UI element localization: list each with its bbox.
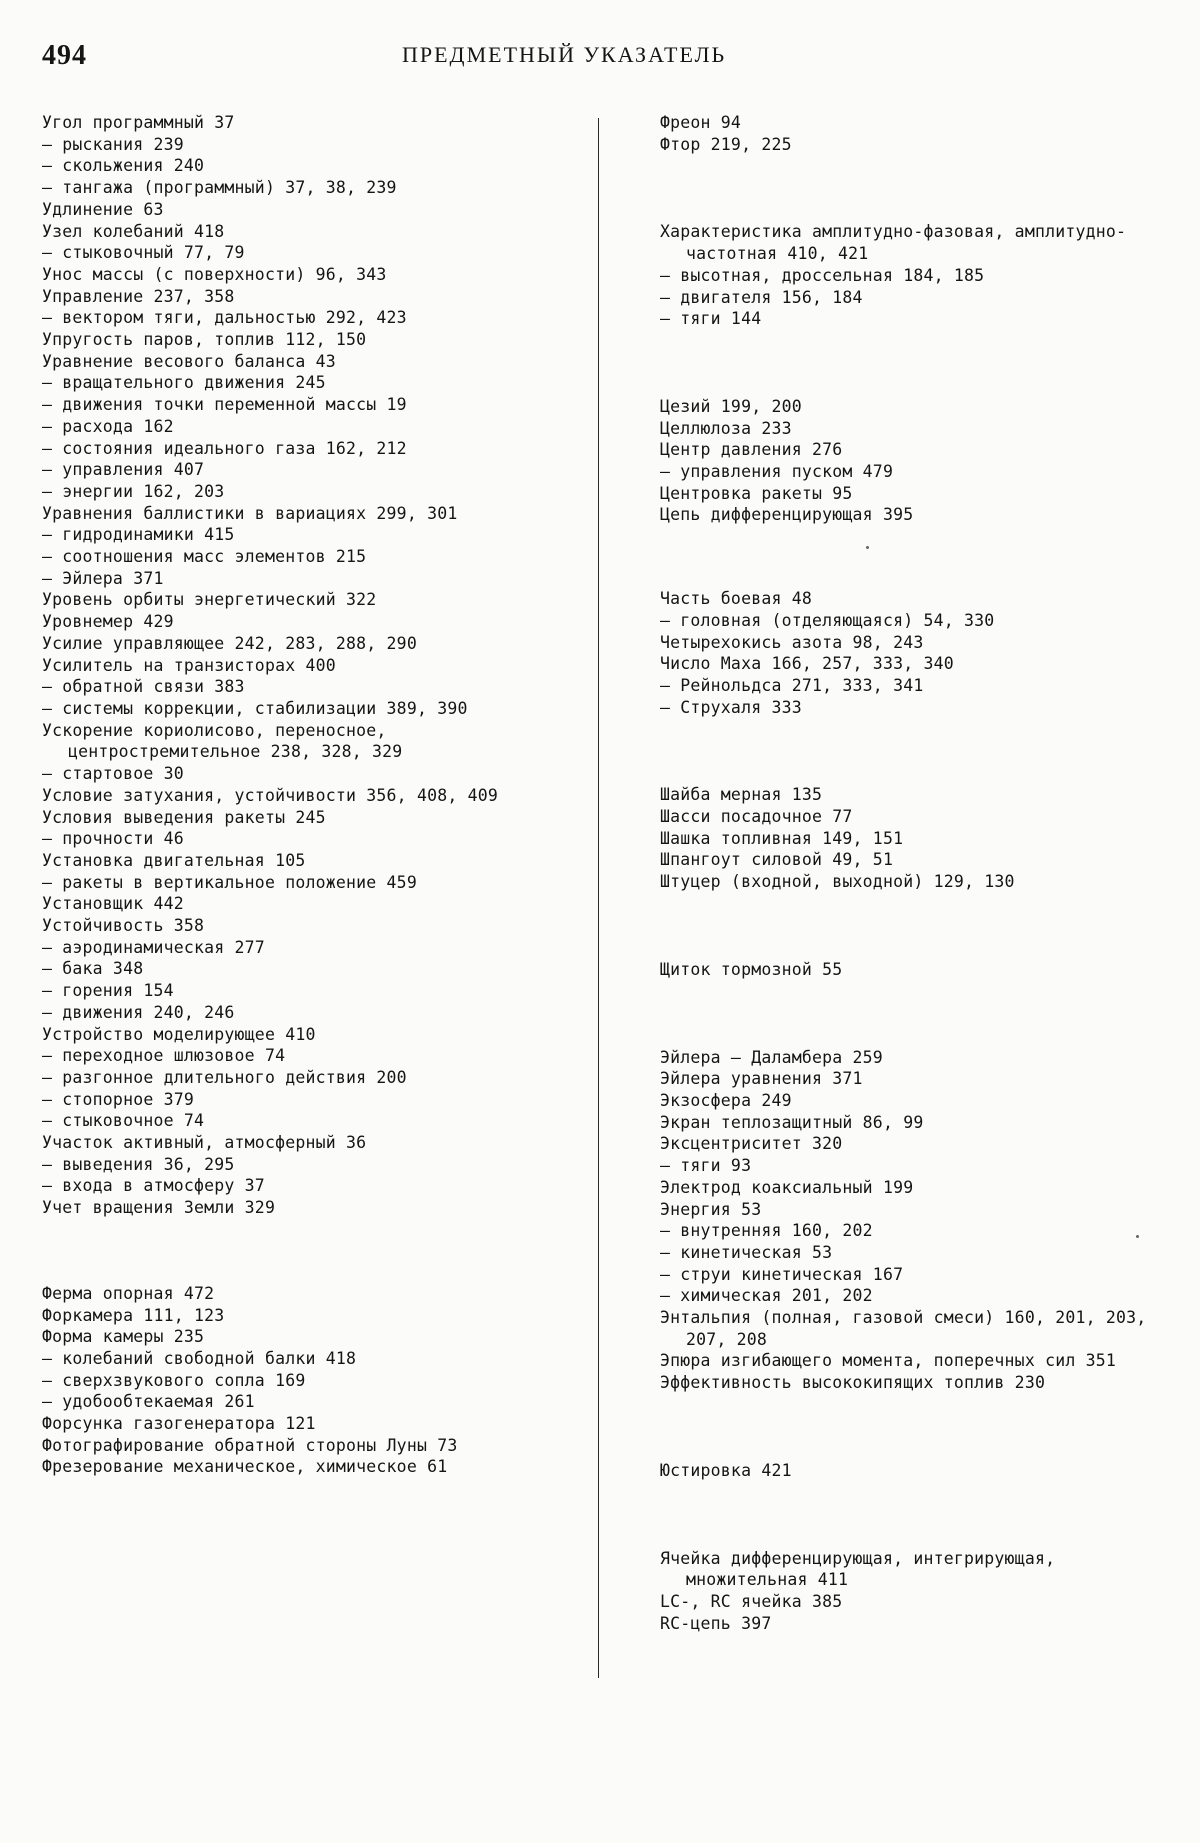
index-entry: Экран теплозащитный 86, 99 [660,1112,924,1132]
index-entry: — аэродинамическая 277 [42,937,265,957]
index-entry: — движения точки переменной массы 19 [42,395,407,415]
index-entry: Форкамера 111, 123 [42,1305,225,1325]
index-entry: Угол программный 37 [42,113,235,132]
index-entry: — соотношения масс элементов 215 [42,547,367,567]
index-entry: — тяги 144 [660,309,762,329]
index-entry: Усилие управляющее 242, 283, 288, 290 [42,633,417,653]
index-entry: Уровнемер 429 [42,612,174,632]
index-entry: — управления пуском 479 [660,462,894,482]
index-entry: Эйлера — Даламбера 259 [660,1047,883,1067]
index-entry: — стыковочное 74 [42,1111,205,1131]
index-entry: Управление 237, 358 [42,286,235,306]
index-entry: — Струхаля 333 [660,697,802,717]
index-entry: Энтальпия (полная, газовой смеси) 160, 201, 203, 207, 208 [660,1308,1147,1349]
index-entry: Центр давления 276 [660,440,843,460]
index-group-e [660,1047,1150,1394]
column-divider [598,118,599,1678]
index-entry: — Эйлера 371 [42,568,164,588]
index-group-yu [660,1460,1150,1482]
index-entry: Энергия 53 [660,1199,762,1219]
index-entry: — вращательного движения 245 [42,373,326,393]
index-entry: — Рейнольдса 271, 333, 341 [660,675,924,695]
index-entry: Установщик 442 [42,894,184,914]
index-entry: — стыковочный 77, 79 [42,243,245,263]
index-entry: — состояния идеального газа 162, 212 [42,438,407,458]
index-entry: Учет вращения Земли 329 [42,1198,276,1218]
index-entry: — переходное шлюзовое 74 [42,1046,286,1066]
index-entry: — движения 240, 246 [42,1002,235,1022]
index-entry: Установка двигательная 105 [42,850,306,870]
index-entry: — горения 154 [42,981,174,1001]
index-entry: Упругость паров, топлив 112, 150 [42,330,367,350]
index-entry: — химическая 201, 202 [660,1286,873,1306]
index-entry: Фреон 94 [660,113,742,132]
index-entry: Шасси посадочное 77 [660,807,853,827]
group-spacer [660,893,1150,959]
group-spacer [42,1219,530,1283]
index-entry: Шашка топливная 149, 151 [660,828,904,848]
index-entry: Уровень орбиты энергетический 322 [42,590,377,610]
index-group-f [42,1283,530,1478]
speck [1136,1235,1139,1238]
index-entry: — выведения 36, 295 [42,1154,235,1174]
group-spacer [660,1394,1150,1460]
index-entry: Штуцер (входной, выходной) 129, 130 [660,872,1015,892]
index-group-shch [660,959,1150,981]
index-entry: Ферма опорная 472 [42,1283,215,1303]
index-entry: Уравнение весового баланса 43 [42,351,336,371]
index-entry: — входа в атмосферу 37 [42,1176,265,1196]
index-entry: LC-, RC ячейка 385 [660,1591,843,1611]
index-entry: Условие затухания, устойчивости 356, 408, 409 [42,785,499,805]
index-entry: — двигателя 156, 184 [660,287,863,307]
index-entry: Ускорение кориолисово, переносное, центростремительное 238, 328, 329 [42,720,403,762]
index-group-f-continued [660,112,1150,155]
index-group-u [42,112,530,1219]
index-entry: — бака 348 [42,959,144,979]
index-group-kh [660,221,1150,330]
index-entry: Характеристика амплитудно-фазовая, амплитудно-частотная 410, 421 [660,222,1127,264]
index-entry: RC-цепь 397 [660,1613,772,1633]
index-entry: Целлюлоза 233 [660,418,792,438]
index-entry: — рыскания 239 [42,134,184,154]
index-entry: Усилитель на транзисторах 400 [42,655,336,675]
index-entry: Участок активный, атмосферный 36 [42,1133,367,1153]
index-entry: Фотографирование обратной стороны Луны 73 [42,1435,458,1455]
index-entry: Щиток тормозной 55 [660,959,843,979]
index-group-ts [660,396,1150,526]
index-group-ch [660,588,1150,718]
group-spacer [660,1482,1150,1548]
speck [866,546,869,549]
index-entry: Форсунка газогенератора 121 [42,1414,316,1434]
group-spacer [660,330,1150,396]
group-spacer [660,526,1150,588]
index-entry: — тяги 93 [660,1156,752,1176]
index-group-ya [660,1548,1150,1635]
index-entry: Уравнения баллистики в вариациях 299, 301 [42,503,458,523]
index-entry: Узел колебаний 418 [42,221,225,241]
index-entry: — сверхзвукового сопла 169 [42,1370,306,1390]
index-entry: — вектором тяги, дальностью 292, 423 [42,308,407,328]
index-entry: Электрод коаксиальный 199 [660,1177,914,1197]
index-entry: Центровка ракеты 95 [660,483,853,503]
index-entry: — головная (отделяющаяся) 54, 330 [660,610,995,630]
page-header [42,40,1142,74]
index-entry: — прочности 46 [42,829,184,849]
index-entry: — высотная, дроссельная 184, 185 [660,265,985,285]
right-column [660,112,1150,1634]
index-entry: Часть боевая 48 [660,589,813,609]
index-entry: Форма камеры 235 [42,1327,205,1347]
index-entry: — стопорное 379 [42,1089,195,1109]
index-entry: Фрезерование механическое, химическое 61 [42,1457,448,1477]
index-entry: Устойчивость 358 [42,916,205,936]
index-entry: Унос массы (с поверхности) 96, 343 [42,264,387,284]
index-entry: — обратной связи 383 [42,677,245,697]
index-entry: Ячейка дифференцирующая, интегрирующая, множительная 411 [660,1548,1056,1590]
index-entry: — гидродинамики 415 [42,525,235,545]
index-entry: — системы коррекции, стабилизации 389, 390 [42,698,468,718]
running-head: ПРЕДМЕТНЫЙ УКАЗАТЕЛЬ [402,42,727,67]
index-entry: Шайба мерная 135 [660,785,823,805]
index-entry: Фтор 219, 225 [660,134,792,154]
index-entry: Условия выведения ракеты 245 [42,807,326,827]
left-column [42,112,530,1478]
index-entry: — тангажа (программный) 37, 38, 239 [42,178,397,198]
index-entry: — струи кинетическая 167 [660,1264,904,1284]
group-spacer [660,718,1150,784]
index-entry: — внутренняя 160, 202 [660,1221,873,1241]
index-entry: — стартовое 30 [42,764,184,784]
index-entry: Эйлера уравнения 371 [660,1069,863,1089]
index-entry: — расхода 162 [42,416,174,436]
index-entry: Цепь дифференцирующая 395 [660,505,914,525]
index-entry: — энергии 162, 203 [42,481,225,501]
index-entry: — разгонное длительного действия 200 [42,1067,407,1087]
index-entry: — ракеты в вертикальное положение 459 [42,872,417,892]
page-number: 494 [42,40,87,71]
index-entry: Шпангоут силовой 49, 51 [660,850,894,870]
index-entry: Удлинение 63 [42,199,164,219]
index-entry: Юстировка 421 [660,1460,792,1480]
index-entry: Четырехокись азота 98, 243 [660,632,924,652]
index-entry: Экзосфера 249 [660,1090,792,1110]
index-entry: — управления 407 [42,460,205,480]
index-entry: — удобообтекаемая 261 [42,1392,255,1412]
index-entry: — колебаний свободной балки 418 [42,1348,357,1368]
group-spacer [660,981,1150,1047]
index-entry: Эффективность высококипящих топлив 230 [660,1373,1046,1393]
index-entry: Число Маха 166, 257, 333, 340 [660,654,954,674]
index-group-sh [660,784,1150,893]
index-entry: — скольжения 240 [42,156,205,176]
index-entry: Цезий 199, 200 [660,396,802,416]
index-entry: Эпюра изгибающего момента, поперечных сил 351 [660,1351,1117,1371]
index-entry: Эксцентриситет 320 [660,1134,843,1154]
index-entry: — кинетическая 53 [660,1242,833,1262]
index-entry: Устройство моделирующее 410 [42,1024,316,1044]
group-spacer [660,155,1150,221]
